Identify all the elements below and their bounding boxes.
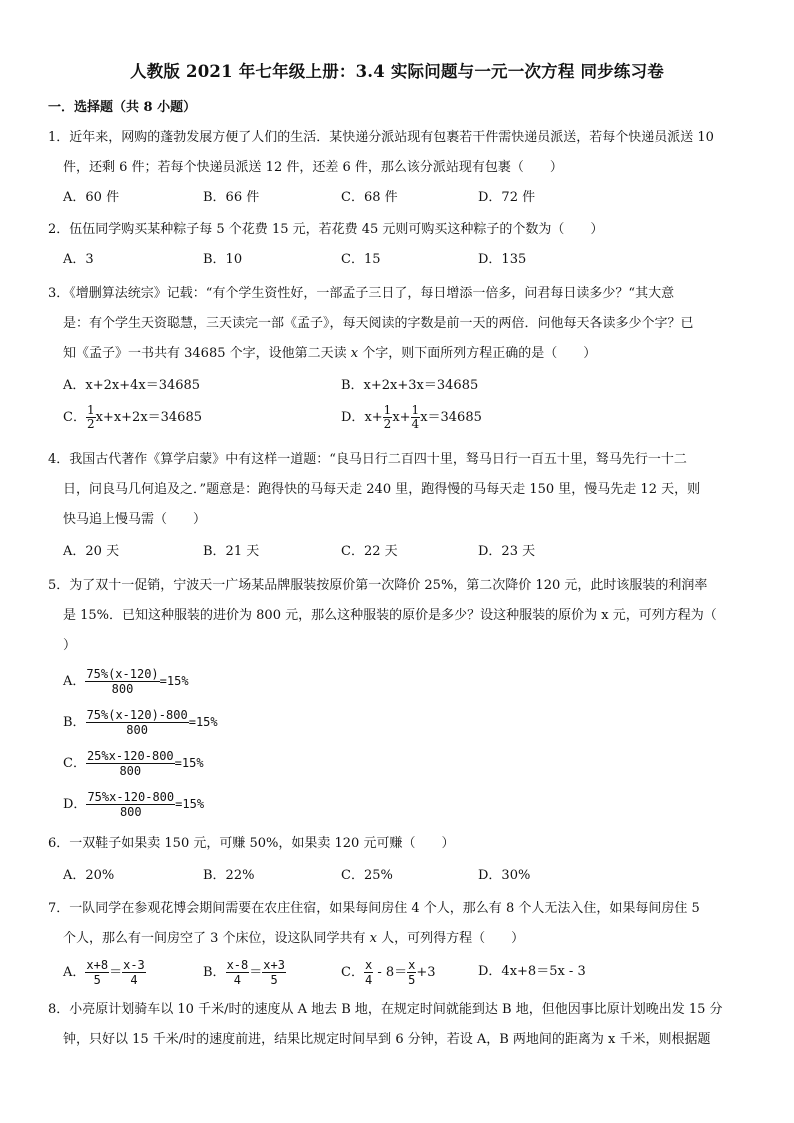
q8-stem-line2: 钟，只好以 15 千米/时的速度前进，结果比规定时间早到 6 分钟，若设 A，B 两地间的距离为 x 千米，则根据题	[63, 1032, 711, 1047]
q8-stem-line1: 8．小亮原计划骑车以 10 千米/时的速度从 A 地去 B 地，在规定时间就能到达 B 地，但他因事比原计划晚出发 15 分	[48, 1002, 723, 1017]
q4-option-b: B．21 天	[203, 544, 260, 559]
q3-option-c-rest: x+x+2x＝34685	[95, 410, 202, 425]
q5-option-c-denominator: 800	[119, 764, 142, 778]
q3-option-d-denominator1: 2	[383, 417, 392, 431]
q5-option-c-rest: =15%	[174, 756, 204, 770]
q7-option-b	[203, 958, 286, 987]
q7-option-b-denominator1: 4	[233, 973, 242, 987]
q7-option-a-denominator1: 5	[93, 973, 101, 987]
q1-stem-line1: 1．近年来，网购的蓬勃发展方便了人们的生活．某快递分派站现有包裹若干件需快递员派送，若每个快递员派送 10	[48, 130, 714, 145]
q1-option-d: D．72 件	[478, 190, 536, 205]
q3-option-a: A．x+2x+4x＝34685	[63, 378, 201, 393]
q7-option-a-numerator2: x-3	[123, 958, 145, 972]
q7-option-a-denominator2: 4	[130, 973, 138, 987]
q5-option-a-label: A．	[63, 674, 86, 689]
q6-stem-line1: 6．一双鞋子如果卖 150 元，可赚 50%，如果卖 120 元可赚（ ）	[48, 836, 455, 851]
q3-option-d	[341, 404, 482, 431]
q2-option-b: B．10	[203, 252, 243, 267]
q7-option-d: D．4x+8＝5x - 3	[478, 964, 586, 979]
q3-option-d-mid: x+	[392, 410, 411, 425]
q2-option-c: C．15	[341, 252, 381, 267]
q5-option-b-fraction	[86, 708, 189, 737]
q5-option-a-denominator: 800	[111, 682, 134, 696]
page-title: 人教版 2021 年七年级上册：3.4 实际问题与一元一次方程 同步练习卷	[129, 62, 664, 81]
q3-option-d-rest: x＝34685	[420, 410, 482, 425]
q7-option-c	[341, 958, 436, 987]
section-heading: 一．选择题（共 8 小题）	[48, 100, 197, 115]
q3-option-c-numerator: 1	[86, 403, 95, 417]
q7-option-c-fraction2	[407, 958, 416, 987]
q5-option-d-label: D．	[63, 797, 87, 812]
q7-stem-line2-part1: 个人，那么有一间房空了 3 个床位，设这队同学共有	[63, 931, 370, 946]
q7-option-b-equals: ＝	[249, 965, 263, 980]
q3-stem-line3-part1: 知《孟子》一书共有 34685 个字，设他第二天读	[63, 346, 351, 361]
q5-option-a-rest: =15%	[159, 674, 189, 688]
q1-stem-line2: 件，还剩 6 件；若每个快递员派送 12 件，还差 6 件，那么该分派站现有包裹（ ）	[63, 160, 563, 175]
q7-option-b-numerator2: x+3	[263, 958, 285, 972]
q5-stem-line2: 是 15%．已知这种服装的进价为 800 元，那么这种服装的原价是多少？设这种服装的原价为 x 元，可列方程为（	[63, 608, 717, 623]
q7-option-a	[63, 958, 146, 987]
q7-option-a-fraction1	[85, 958, 109, 987]
q5-option-a	[63, 667, 189, 696]
q5-stem-line1: 5．为了双十一促销，宁波天一广场某品牌服装按原价第一次降价 25%，第二次降价 120 元，此时该服装的利润率	[48, 578, 708, 593]
q4-stem-line2: 日，问良马几何追及之．”题意是：跑得快的马每天走 240 里，跑得慢的马每天走 150 里，慢马先走 12 天，则	[63, 482, 701, 497]
q7-variable: x	[369, 931, 378, 946]
q7-option-b-denominator2: 5	[270, 973, 278, 987]
q7-option-c-fraction1	[364, 958, 373, 987]
q7-option-c-numerator1: x	[364, 958, 373, 972]
q5-option-c-fraction	[86, 749, 175, 778]
q4-option-d: D．23 天	[478, 544, 536, 559]
q6-option-a: A．20%	[63, 868, 115, 883]
q7-option-b-fraction1	[226, 958, 250, 987]
q4-stem-line3: 快马追上慢马需（ ）	[63, 512, 207, 527]
q6-option-c: C．25%	[341, 868, 393, 883]
q3-option-d-pre: x+	[364, 410, 383, 425]
q5-option-b-denominator: 800	[126, 723, 148, 737]
q3-stem-line1: 3．《增删算法统宗》记载：“有个学生资性好，一部孟子三日了，每日增添一倍多，问君每日读多少？“其大意	[48, 286, 675, 301]
q6-option-b: B．22%	[203, 868, 255, 883]
q7-option-c-mid: - 8＝	[373, 965, 408, 980]
q5-option-d-denominator: 800	[119, 805, 142, 819]
q7-option-c-rest: +3	[416, 965, 436, 980]
q5-option-d-fraction	[86, 790, 175, 819]
q2-option-d: D．135	[478, 252, 527, 267]
q3-option-c	[63, 404, 202, 431]
q7-option-b-fraction2	[262, 958, 286, 987]
q3-option-b: B．x+2x+3x＝34685	[341, 378, 479, 393]
q2-option-a: A．3	[63, 252, 94, 267]
q2-stem-line1: 2．伍伍同学购买某种粽子每 5 个花费 15 元，若花费 45 元则可购买这种粽子的个数为（ ）	[48, 222, 604, 237]
q3-stem-line3-part2: 个字，则下面所列方程正确的是（ ）	[358, 346, 597, 361]
q3-variable: x	[350, 346, 359, 361]
q3-option-d-fraction2	[411, 404, 421, 431]
q3-option-c-fraction	[86, 404, 96, 431]
q7-option-a-numerator1: x+8	[86, 958, 109, 972]
q7-option-a-equals: ＝	[109, 965, 123, 980]
q7-option-c-label: C．	[341, 965, 364, 980]
q5-option-a-fraction	[85, 667, 159, 696]
q3-option-d-numerator2: 1	[411, 403, 420, 417]
q5-option-b-label: B．	[63, 715, 86, 730]
q7-option-c-numerator2: x	[408, 958, 416, 972]
q3-option-d-label: D．	[341, 410, 365, 425]
q5-option-c-label: C．	[63, 756, 86, 771]
q6-option-d: D．30%	[478, 868, 531, 883]
q5-option-b	[63, 708, 218, 737]
q7-option-c-denominator2: 5	[408, 973, 416, 987]
q7-option-b-label: B．	[203, 965, 226, 980]
q3-option-c-label: C．	[63, 410, 86, 425]
q5-option-b-rest: =15%	[188, 715, 218, 729]
q5-option-d-rest: =15%	[175, 797, 205, 811]
q5-option-d-numerator: 75%x-120-800	[87, 790, 175, 804]
q7-stem-line1: 7．一队同学在参观花博会期间需要在农庄住宿，如果每间房住 4 个人，那么有 8 个人无法入住，如果每间房住 5	[48, 901, 700, 916]
q5-option-c-numerator: 25%x-120-800	[86, 749, 174, 763]
q7-stem-line2	[63, 930, 763, 948]
q3-stem-line2: 是：有个学生天资聪慧，三天读完一部《孟子》，每天阅读的字数是前一天的两倍．问他每天各读多少个字？已	[63, 316, 694, 331]
q4-stem-line1: 4．我国古代著作《算学启蒙》中有这样一道题：“良马日行二百四十里，驽马日行一百五十里，驽马先行一十二	[48, 452, 687, 467]
q5-option-c	[63, 749, 204, 778]
q5-option-b-numerator: 75%(x-120)-800	[86, 708, 188, 722]
q3-stem-line3	[63, 345, 763, 363]
q5-option-a-numerator: 75%(x-120)	[86, 667, 159, 681]
q5-option-d	[63, 790, 204, 819]
q3-option-c-denominator: 2	[86, 417, 95, 431]
q4-option-c: C．22 天	[341, 544, 398, 559]
q7-option-a-label: A．	[63, 965, 86, 980]
q3-option-d-numerator1: 1	[383, 403, 392, 417]
q3-option-d-denominator2: 4	[411, 417, 420, 431]
q3-option-d-fraction1	[383, 404, 393, 431]
q7-option-b-numerator1: x-8	[226, 958, 249, 972]
q1-option-c: C．68 件	[341, 190, 398, 205]
q1-option-a: A．60 件	[63, 190, 120, 205]
q7-stem-line2-part2: 人，可列得方程（ ）	[377, 931, 525, 946]
q4-option-a: A．20 天	[63, 544, 120, 559]
q7-option-a-fraction2	[122, 958, 146, 987]
q5-stem-line3: ）	[63, 638, 77, 653]
q1-option-b: B．66 件	[203, 190, 260, 205]
q7-option-c-denominator1: 4	[364, 973, 373, 987]
